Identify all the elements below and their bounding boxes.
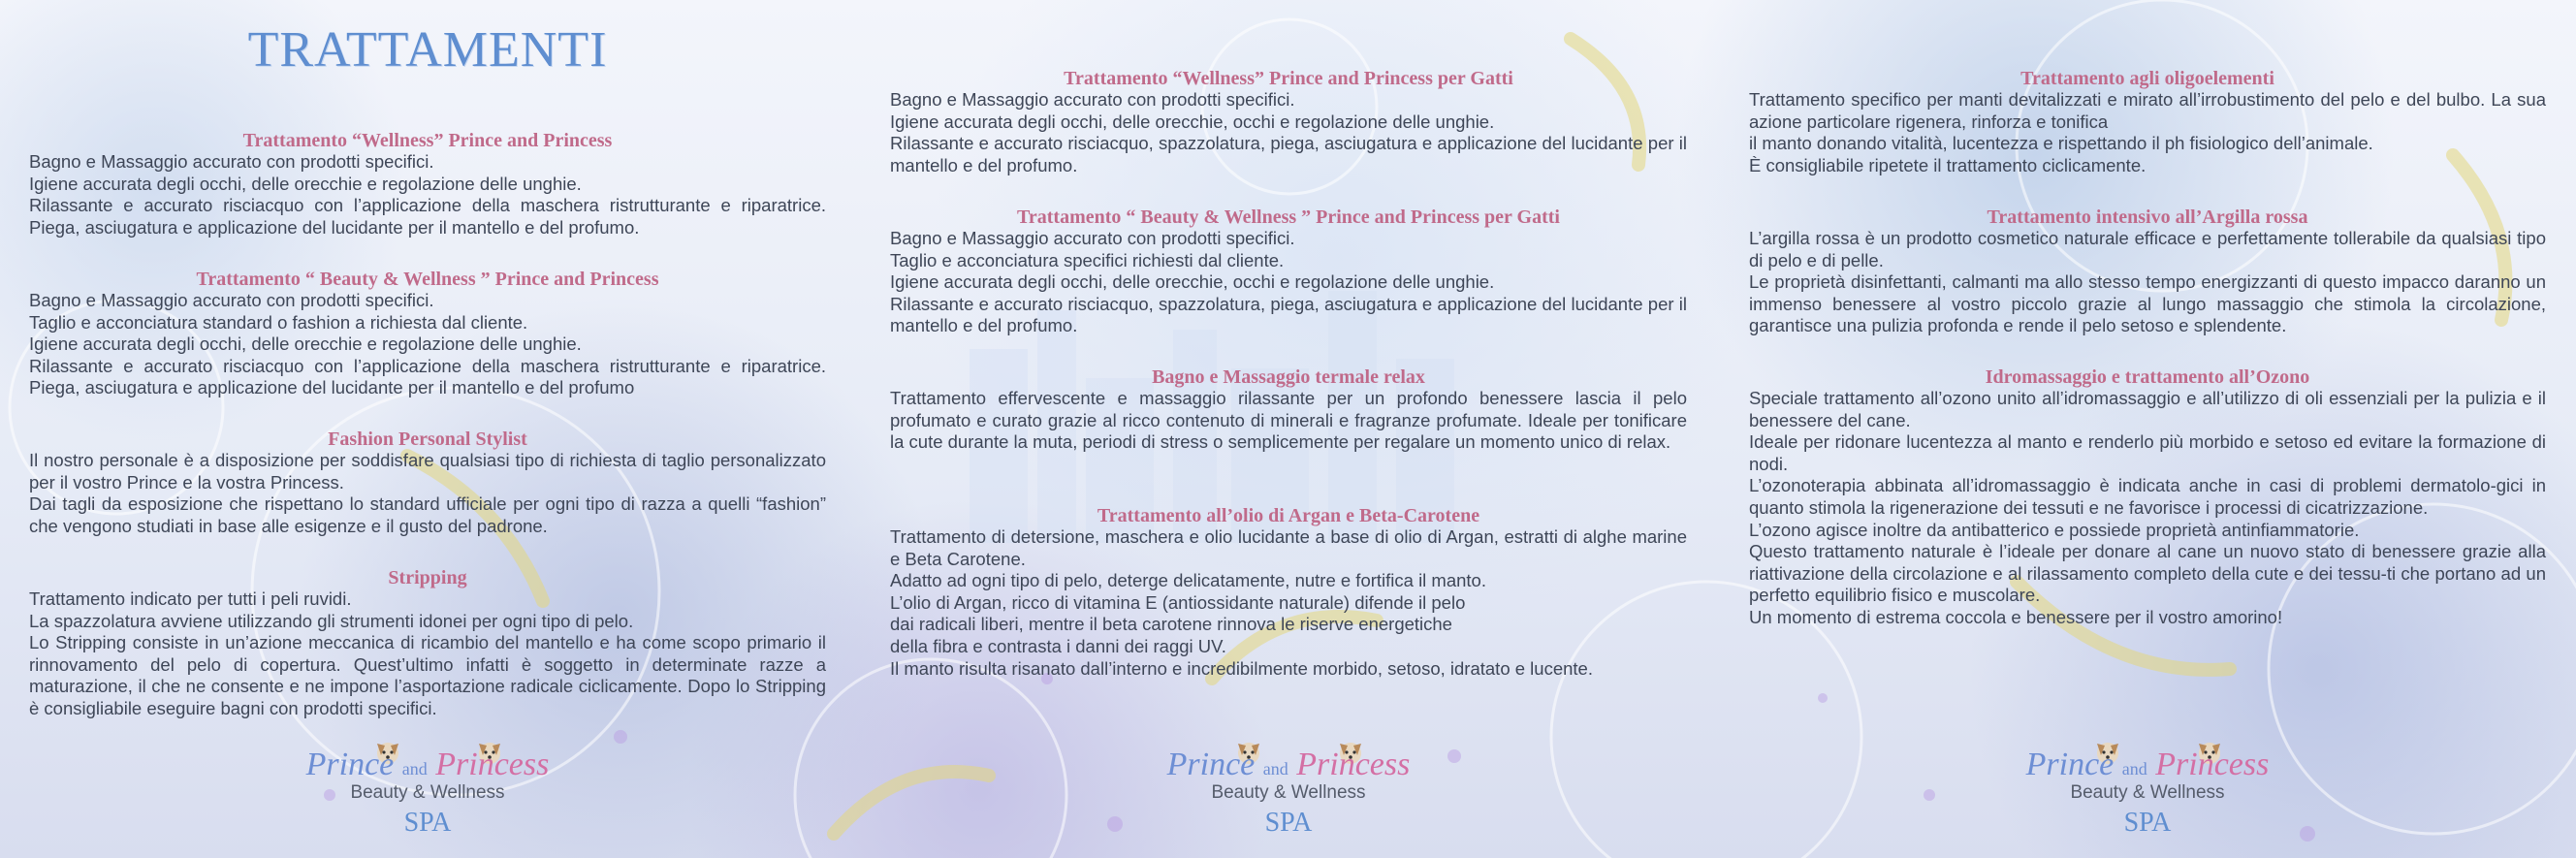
section-heading: Trattamento intensivo all’Argilla rossa (1987, 207, 2308, 228)
section-body: Trattamento di detersione, maschera e olio lucidante a base di olio di Argan, estratti di alghe marine e Beta Carotene. Adatto ad ogni tipo di pelo, deterge delicatamente, nutre e fortifica il manto. L’olio di Argan, ricco di vitamina E (antiossidante naturale) difende il pelo dai radicali liberi, mentre il beta carotene rinnova le riserve energetiche della fibra e contrasta i danni dei raggi UV. Il manto risulta risanato dall’interno e incredibilmente morbido, setoso, idratato e lucente. (890, 526, 1687, 679)
section-body: Bagno e Massaggio accurato con prodotti specifici. Igiene accurata degli occhi, delle orecchie, occhi e regolazione delle unghie. Rilassante e accurato risciacquo, spazzolatura, piega, asciugatura e applicazione del lucidante per il mantello e del profumo. (890, 89, 1687, 175)
section-heading: Trattamento agli oligoelementi (2020, 68, 2274, 89)
section-oligoelements (1749, 68, 2546, 176)
section-heading: Stripping (388, 567, 467, 588)
panel-right (1749, 0, 2546, 858)
logo-and: and (1262, 759, 1288, 779)
logo-spa: SPA (1264, 808, 1313, 838)
panel-middle (890, 0, 1687, 858)
section-fashion-stylist (29, 429, 826, 537)
section-heading: Fashion Personal Stylist (328, 429, 527, 450)
logo-subtitle: Beauty & Wellness (2070, 782, 2225, 803)
section-body: Trattamento effervescente e massaggio rilassante per un profondo benessere lascia il pelo profumato e curato grazie al ricco contenuto di minerali e fragranze profumate. Ideale per tonificare la cute durante la muta, periodi di stress o semplicemente per regalare un momento unico di relax. (890, 388, 1687, 453)
logo-subtitle: Beauty & Wellness (1211, 782, 1366, 803)
logo-princess: Princess (2155, 747, 2270, 782)
section-heading: Trattamento “Wellness” Prince and Princess per Gatti (1064, 68, 1513, 89)
logo-prince: Prince (305, 747, 395, 782)
section-heading: Trattamento “Wellness” Prince and Princess (242, 130, 613, 151)
section-body: Trattamento indicato per tutti i peli ruvidi. La spazzolatura avviene utilizzando gli strumenti idonei per ogni tipo di pelo. Lo Stripping consiste in un’azione meccanica di ricambio del mantello e ha come scopo primario il rinnovamento del pelo di copertura. Quest’ultimo infatti è soggetto in determinate razze a maturazione, il che ne consente e ne impone l’asportazione radicale ciclicamente. Dopo lo Stripping è consigliabile eseguire bagni con prodotti specifici. (29, 588, 826, 718)
page-title: TRATTAMENTI (247, 22, 608, 78)
logo-and: and (401, 759, 428, 779)
section-heading: Trattamento “ Beauty & Wellness ” Prince and Princess per Gatti (1017, 207, 1560, 228)
logo-and: and (2121, 759, 2147, 779)
logo-subtitle: Beauty & Wellness (350, 782, 505, 803)
logo-spa: SPA (2123, 808, 2172, 838)
section-body: L’argilla rossa è un prodotto cosmetico naturale efficace e perfettamente tollerabile da qualsiasi tipo di pelo e di pelle. Le proprietà disinfettanti, calmanti ma allo stesso tempo energizzanti di questo impacco daranno un immenso benessere al vostro piccolo grazie al lungo massaggio che stimola la circolazione, garantisce una pulizia profonda e rende il pelo setoso e splendente. (1749, 228, 2546, 336)
logo-princess: Princess (435, 747, 550, 782)
brand-logo (29, 732, 826, 848)
section-wellness (29, 130, 826, 238)
section-stripping (29, 567, 826, 720)
brand-logo (890, 732, 1687, 848)
section-red-clay (1749, 207, 2546, 337)
section-beauty-wellness-cats (890, 207, 1687, 337)
section-hydromassage-ozone (1749, 366, 2546, 629)
section-heading: Idromassaggio e trattamento all’Ozono (1985, 366, 2310, 388)
section-argan-oil (890, 505, 1687, 680)
panel-left (29, 0, 826, 858)
section-beauty-wellness (29, 269, 826, 399)
logo-princess: Princess (1296, 747, 1411, 782)
section-body: Speciale trattamento all’ozono unito all’idromassaggio e all’utilizzo di oli essenziali per la pulizia e il benessere del cane. Ideale per ridonare lucentezza al manto e renderlo più morbido e setoso ed evitare la formazione di nodi. L’ozonoterapia abbinata all’idromassaggio è indicata anche in casi di problemi dermatolo-gici in quanto stimola la rigenerazione dei tessuti e ne favorisce i processi di cicatrizzazione. L’ozono agisce inoltre da antibatterico e possiede proprietà antinfiammatorie. Questo trattamento naturale è l’ideale per donare al cane un nuovo stato di benessere grazie alla riattivazione della circolazione e al rilassamento completo della cute e dei tessu-ti che portano ad un perfetto equilibrio fisico e muscolare. Un momento di estrema coccola e benessere per il vostro amorino! (1749, 388, 2546, 627)
section-thermal-relax (890, 366, 1687, 454)
logo-prince: Prince (2025, 747, 2115, 782)
section-body: Il nostro personale è a disposizione per soddisfare qualsiasi tipo di richiesta di taglio personalizzato per il vostro Prince e la vostra Princess. Dai tagli da esposizione che rispettano lo standard ufficiale per ogni tipo di razza a quelli “fashion” che vengono studiati in base alle esigenze e il gusto del padrone. (29, 450, 826, 536)
section-body: Bagno e Massaggio accurato con prodotti specifici. Taglio e acconciatura standard o fashion a richiesta dal cliente. Igiene accurata degli occhi, delle orecchie e regolazione delle unghie. Rilassante e accurato risciacquo con l’applicazione della maschera ristrutturante e riparatrice. Piega, asciugatura e applicazione del lucidante per il mantello e del profumo (29, 290, 826, 398)
section-heading: Trattamento all’olio di Argan e Beta-Carotene (1097, 505, 1480, 526)
section-body: Trattamento specifico per manti devitalizzati e mirato all’irrobustimento del pelo e del bulbo. La sua azione particolare rigenera, rinforza e tonifica il manto donando vitalità, lucentezza e rispettando il ph fisiologico dell’animale. È consigliabile ripetete il trattamento ciclicamente. (1749, 89, 2546, 175)
section-wellness-cats (890, 68, 1687, 176)
section-body: Bagno e Massaggio accurato con prodotti specifici. Taglio e acconciatura specifici richiesti dal cliente. Igiene accurata degli occhi, delle orecchie, occhi e regolazione delle unghie. Rilassante e accurato risciacquo, spazzolatura, piega, asciugatura e applicazione del lucidante per il mantello e del profumo. (890, 228, 1687, 336)
logo-spa: SPA (403, 808, 452, 838)
section-heading: Bagno e Massaggio termale relax (1152, 366, 1425, 388)
section-body: Bagno e Massaggio accurato con prodotti specifici. Igiene accurata degli occhi, delle orecchie e regolazione delle unghie. Rilassante e accurato risciacquo con l’applicazione della maschera ristrutturante e riparatrice. Piega, asciugatura e applicazione del lucidante per il mantello e del profumo. (29, 151, 826, 238)
brand-logo (1749, 732, 2546, 848)
logo-prince: Prince (1166, 747, 1256, 782)
section-heading: Trattamento “ Beauty & Wellness ” Prince and Princess (196, 269, 659, 290)
